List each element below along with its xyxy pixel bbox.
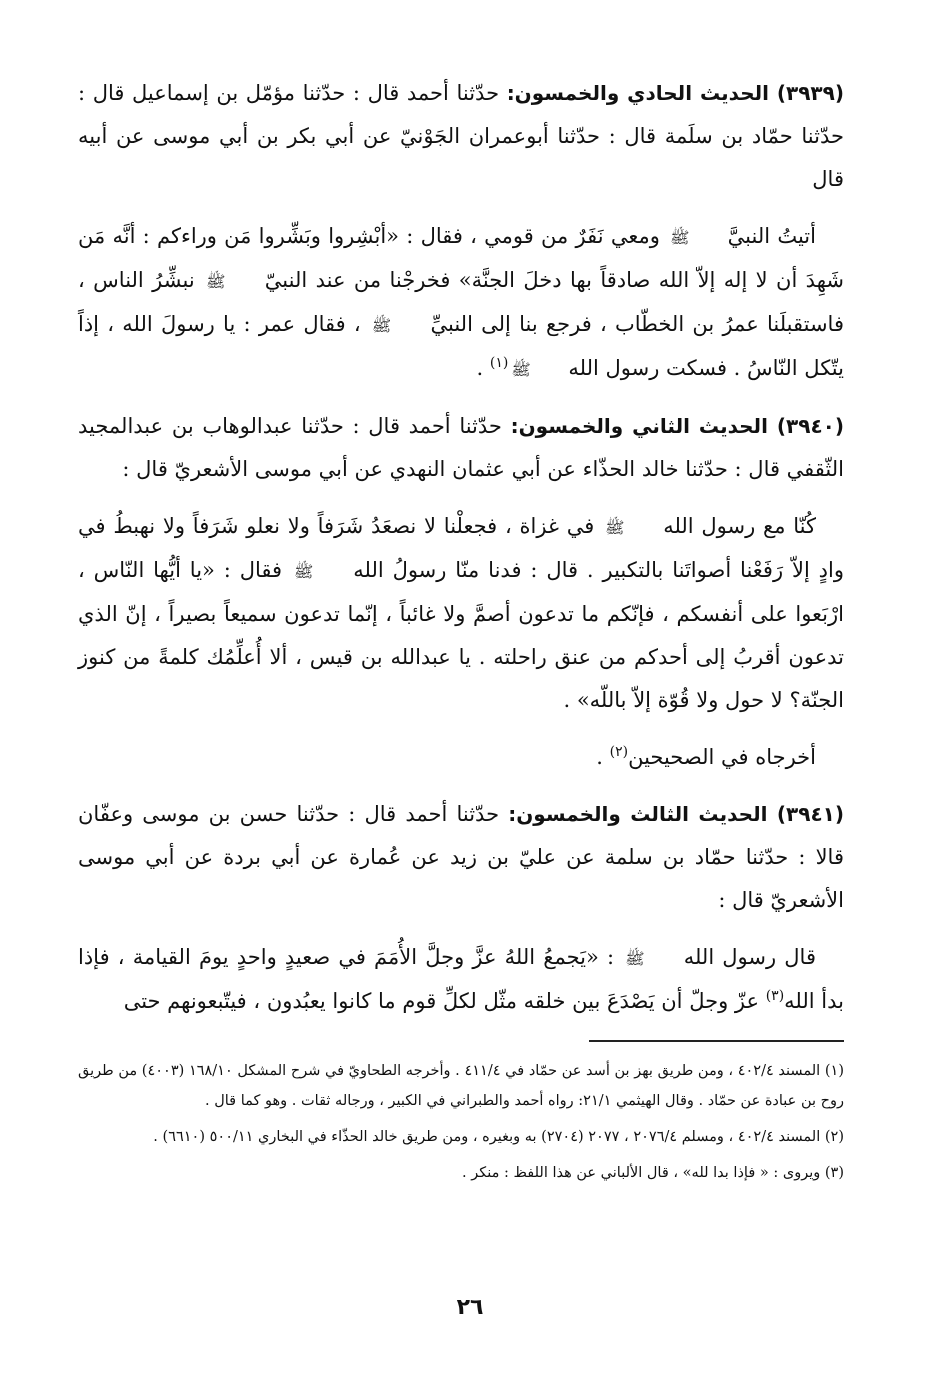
hadith-3940-heading: (٣٩٤٠) الحديث الثاني والخمسون: — [510, 414, 844, 438]
footnote-number: (٢) — [824, 1129, 844, 1145]
hadith-3941-heading: (٣٩٤١) الحديث الثالث والخمسون: — [508, 802, 845, 826]
hadith-3939-matn — [78, 215, 844, 391]
footnote-text: ويروى : « فإذا بدا لله» ، قال الألباني عن هذا اللفظ : منكر . — [462, 1165, 821, 1181]
sallallah-mark: ﷺ — [511, 360, 531, 379]
footnote-ref-1[interactable]: (١) — [489, 355, 509, 371]
footnote-3 — [78, 1158, 844, 1188]
hadith-3941-isnad — [78, 793, 844, 922]
hadith-3939-heading: (٣٩٣٩) الحديث الحادي والخمسون: — [506, 81, 844, 105]
hadith-3940-text-1: كُنّا مع رسول الله — [663, 514, 816, 538]
sallallah-mark: ﷺ — [294, 562, 314, 581]
hadith-3940-takhrij-text: أخرجاه في الصحيحين — [628, 745, 816, 769]
hadith-3941-text-2: : «يَجمعُ اللهُ عزَّ وجلَّ الأُمَمَ في صعيدٍ واحدٍ يومَ القيامة ، فإذا بدأ الله — [78, 945, 844, 1013]
hadith-3941-isnad-text: حدّثنا أحمد قال : حدّثنا حسن بن موسى وعفّان قالا : حدّثنا حمّاد بن سلمة عن عليّ بن زيد عن عُمارة عن أبي بردة عن أبي موسى الأشعريّ قال : — [78, 802, 844, 912]
hadith-3939-text-3: نبشِّرُ الناس ، فاستقبلَنا عمرُ بن الخطّاب ، فرجع بنا إلى النبيِّ — [78, 268, 844, 336]
hadith-3940-text-3: فقال : «يا أيُّها النّاس ، ارْبَعوا على أنفسكم ، فإنّكم ما تدعون أصمَّ ولا غائباً ، إنّما تدعون سميعاً بصيراً ، إنّ الذي تدعون أقربُ إلى أحدكم من عنق راحلته . يا عبدالله بن قيس ، ألا أُعلِّمُك كلمةً من كنوز الجنّة؟ لا حول ولا قُوّة إلاّ باللّه» . — [78, 558, 844, 712]
sallallah-mark: ﷺ — [605, 518, 625, 537]
footnotes-section — [78, 1040, 844, 1194]
hadith-3941-text-3: عزّ وجلّ أن يَصْدَعَ بين خلقه مثّل لكلِّ قوم ما كانوا يعبُدون ، فيتّبعونهم حتى — [123, 989, 760, 1013]
hadith-3941-matn — [78, 936, 844, 1023]
sallallah-mark: ﷺ — [206, 272, 226, 291]
footnote-ref-2[interactable]: (٢) — [609, 744, 629, 760]
hadith-3940-isnad-text: حدّثنا أحمد قال : حدّثنا عبدالوهاب بن عبدالمجيد الثّقفي قال : حدّثنا خالد الحذّاء عن أبي عثمان النهدي عن أبي موسى الأشعريّ قال : — [78, 414, 844, 481]
hadith-3940-isnad — [78, 405, 844, 491]
hadith-3941-text-1: قال رسول الله — [683, 945, 816, 969]
hadith-3939-isnad — [78, 72, 844, 201]
hadith-3940-end: . — [596, 745, 603, 769]
footnote-divider — [589, 1040, 844, 1042]
page-body — [78, 72, 844, 1037]
footnote-text: المسند ٤٠٢/٤ ، ومسلم ٢٠٧٦/٤ ، ٢٠٧٧ (٢٧٠٤) به وبغيره ، ومن طريق خالد الحذّاء في البخاري ٥٠٠/١١ (٦٦١٠) . — [153, 1129, 821, 1145]
footnote-text: المسند ٤٠٢/٤ ، ومن طريق بهز بن أسد عن حمّاد في ٤١١/٤ . وأخرجه الطحاويّ في شرح المشكل ١٦٨/١٠ (٤٠٠٣) من طريق روح بن عبادة عن حمّاد . وقال الهيثمي ٢١/١: رواه أحمد والطبراني في الكبير ، ورجاله ثقات . وهو كما قال . — [78, 1063, 844, 1109]
sallallah-mark: ﷺ — [670, 228, 690, 247]
hadith-3939-isnad-text: حدّثنا أحمد قال : حدّثنا مؤمّل بن إسماعيل قال : حدّثنا حمّاد بن سلَمة قال : حدّثنا أبوعمران الجَوْنيّ عن أبي بكر بن أبي موسى عن أبيه قال — [78, 81, 844, 191]
footnote-number: (١) — [824, 1063, 844, 1079]
hadith-3939-end: . — [476, 356, 484, 380]
hadith-3940-matn — [78, 505, 844, 722]
footnote-1 — [78, 1056, 844, 1116]
footnote-number: (٣) — [824, 1165, 844, 1181]
hadith-3939-text-1: أتيتُ النبيَّ — [727, 224, 816, 248]
hadith-3939-text-2: ومعي نَفَرٌ من قومي ، فقال : «أبْشِروا وبَشِّروا مَن وراءكم : أنَّه مَن شَهِدَ أن لا إله إلاّ الله صادقاً بها دخلَ الجنَّة» فخرجْنا من عند النبيّ — [78, 224, 844, 292]
sallallah-mark: ﷺ — [371, 316, 392, 335]
footnote-ref-3[interactable]: (٣) — [765, 988, 785, 1004]
sallallah-mark: ﷺ — [625, 949, 645, 968]
hadith-3940-text-2: في غزاة ، فجعلْنا لا نصعَدُ شَرَفاً ولا نعلو شَرَفاً ولا نهبطُ في وادٍ إلاّ رَفَعْنا أصواتَنا بالتكبير . قال : فدنا منّا رسولُ الله — [78, 514, 845, 582]
footnote-2 — [78, 1122, 844, 1152]
page-number: ٢٦ — [456, 1295, 484, 1320]
hadith-3939-text-4: ، فقال عمر : يا رسولَ الله ، إذاً يتّكل النّاسُ . فسكت رسول الله — [78, 312, 844, 380]
hadith-3940-takhrij — [78, 736, 844, 779]
